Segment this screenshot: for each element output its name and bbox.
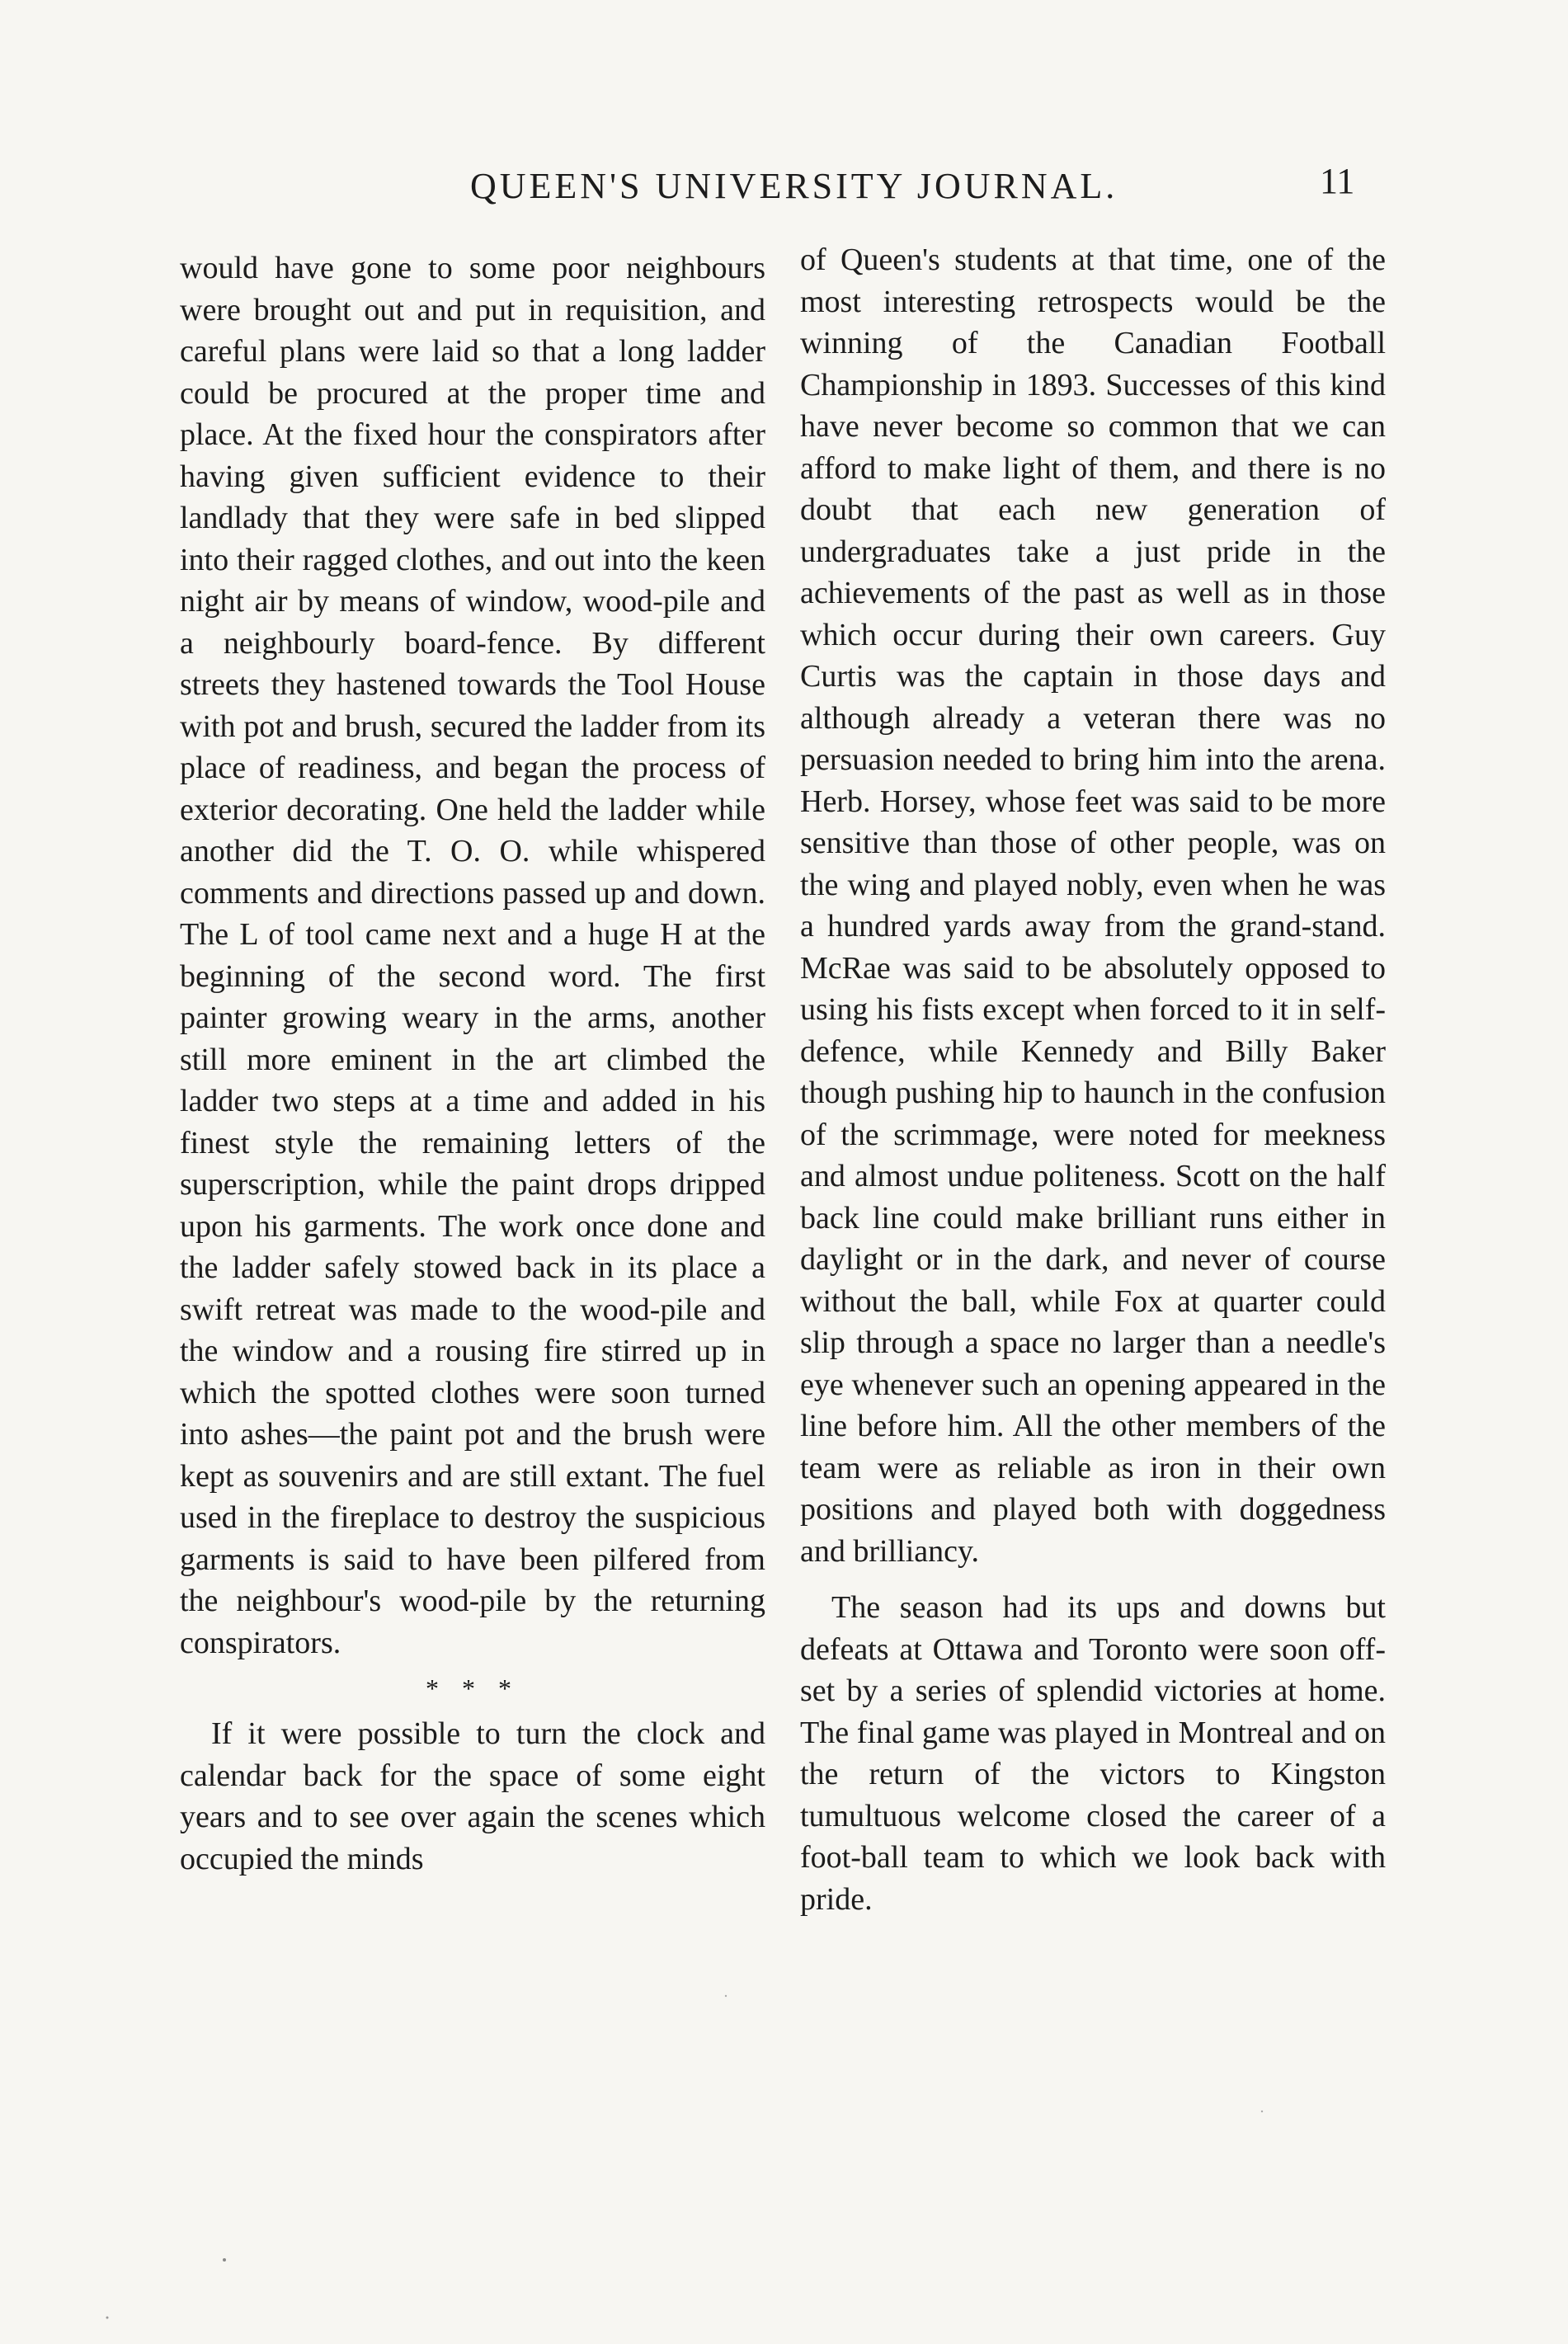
right-paragraph-football: of Queen's students at that time, one of the most interesting retrospects would be the winning of the Canadian Football Championship in 1893. Successes of this kind have never become so common that we can afford to make light of them, and there is no doubt that each new generation of undergraduates take a just pride in the achievements of the past as well as in those which occur during their own careers. Guy Curtis was the captain in those days and although already a veteran there was no persuasion needed to bring him into the arena. Herb. Horsey, whose feet was said to be more sensitive than those of other people, was on the wing and played nobly, even when he was a hundred yards away from the grand-stand. McRae was said to be absolutely opposed to using his fists except when forced to it in self-defence, while Kennedy and Billy Baker though pushing hip to haunch in the confusion of the scrimmage, were noted for meekness and almost undue politeness. Scott on the half back line could make brilliant runs either in daylight or in the dark, and never of course without the ball, while Fox at quarter could slip through a space no larger than a needle's eye whenever such an opening appeared in the line before him. All the other members of the team were as reliable as iron in their own positions and played both with doggedness and brilliancy. — [800, 242, 1386, 1569]
right-paragraph-season: The season had its ups and downs but defeats at Ottawa and Toronto were soon off-set by a series of splendid victories at home. The final game was played in Montreal and on the return of the victors to Kingston tumultuous welcome closed the career of a foot-ball team to which we look back with pride. — [800, 1590, 1386, 1917]
left-paragraph-new-section: If it were possible to turn the clock and calendar back for the space of some eight years and to see over again the scenes which occupied the minds — [180, 1716, 765, 1876]
journal-title: QUEEN'S UNIVERSITY JOURNAL. — [470, 166, 1118, 206]
section-separator: * * * — [426, 1673, 520, 1703]
page-header — [0, 157, 1568, 223]
page-number: 11 — [1320, 161, 1355, 201]
left-column — [180, 247, 765, 1880]
left-paragraph-continued: would have gone to some poor neighbours were brought out and put in requisition, and careful plans were laid so that a long ladder could be procured at the proper time and place. At the fixed hour the conspirators after having given sufficient evidence to their landlady that they were safe in bed slipped into their ragged clothes, and out into the keen night air by means of window, wood-pile and a neighbourly board-fence. By different streets they hastened towards the Tool House with pot and brush, secured the ladder from its place of readiness, and began the process of exterior decorating. One held the ladder while another did the T. O. O. while whispered comments and directions passed up and down. The L of tool came next and a huge H at the beginning of the second word. The first painter growing weary in the arms, another still more eminent in the art climbed the ladder two steps at a time and added in his finest style the remaining letters of the superscription, while the paint drops dripped upon his garments. The work once done and the ladder safely stowed back in its place a swift retreat was made to the wood-pile and the window and a rousing fire stirred up in which the spotted clothes were soon turned into ashes—the paint pot and the brush were kept as souvenirs and are still extant. The fuel used in the fireplace to destroy the suspicious garments is said to have been pilfered from the neighbour's wood-pile by the returning conspirators. — [180, 251, 765, 1660]
right-column — [800, 239, 1386, 1920]
